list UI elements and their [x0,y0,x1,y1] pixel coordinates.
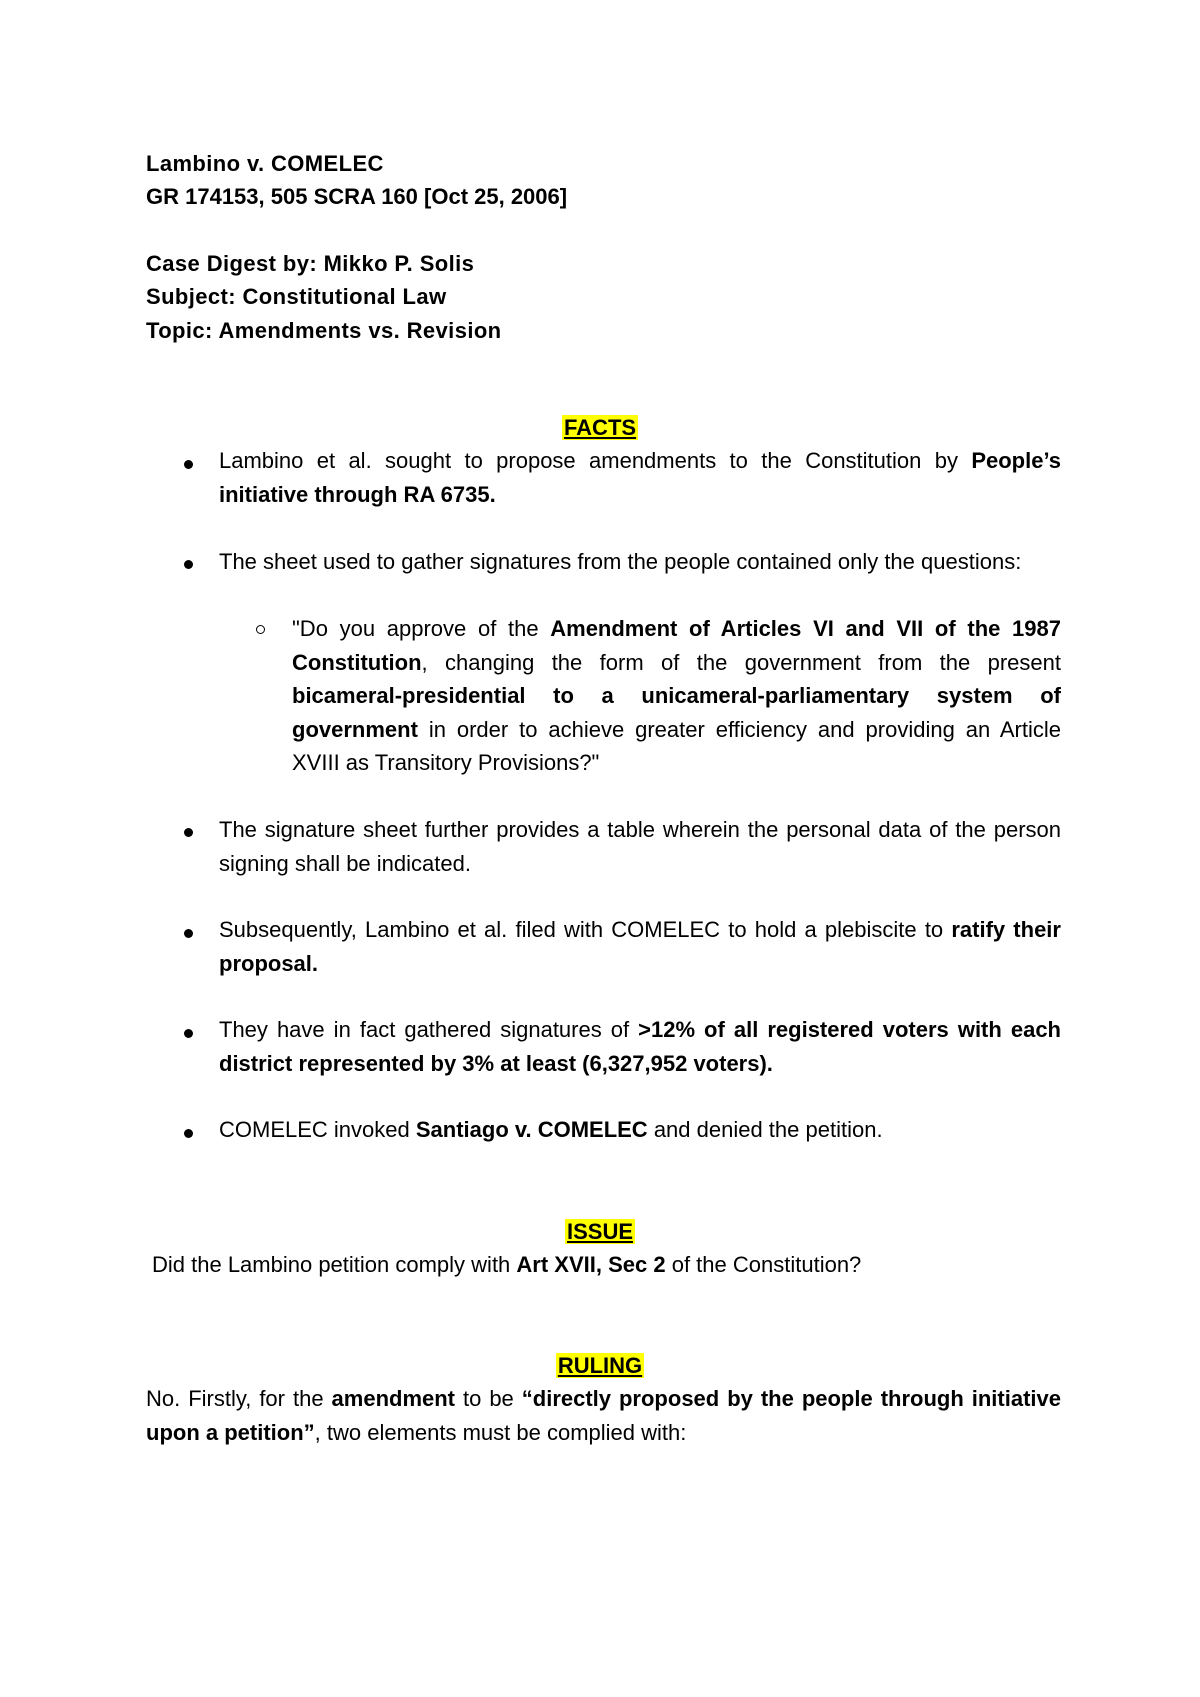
ruling-heading-label: RULING [557,1353,643,1378]
bullet-icon [184,1129,193,1138]
issue-heading [0,1215,1200,1249]
facts-item-2-text: The sheet used to gather signatures from the people contained only the questions: [219,549,1022,574]
ruling-emphasis-2: “directly proposed by the people through initiative upon a petition” [146,1386,1061,1445]
issue-text-1: Did the Lambino petition comply with [152,1252,517,1277]
subject-line: Subject: Constitutional Law [146,284,447,309]
digest-author: Case Digest by: Mikko P. Solis [146,251,475,276]
issue-emphasis: Art XVII, Sec 2 [516,1252,666,1277]
question-text-3: in order to achieve greater efficiency and providing an Article XVIII as Transitory Provisions?" [292,716,1061,775]
case-citation: GR 174153, 505 SCRA 160 [Oct 25, 2006] [146,184,568,209]
facts-item-5-emphasis: >12% of all registered voters with each district represented by 3% at least (6,327,952 voters). [219,1017,1061,1076]
facts-item-5 [219,1013,1061,1080]
issue-text [152,1248,861,1282]
question-text-1: "Do you approve of the [292,616,551,641]
case-title: Lambino v. COMELEC [146,151,384,176]
ruling-heading [0,1349,1200,1383]
facts-item-4-text: Subsequently, Lambino et al. filed with COMELEC to hold a plebiscite to [219,917,952,942]
facts-item-6 [219,1113,1061,1147]
hollow-bullet-icon [256,625,265,634]
question-emphasis-2: bicameral-presidential to a unicameral-parliamentary system of government [292,683,1061,742]
facts-heading-label: FACTS [563,415,637,440]
facts-item-4 [219,913,1061,980]
facts-item-3-text: The signature sheet further provides a table wherein the personal data of the person signing shall be indicated. [219,817,1061,876]
ruling-text-1: No. Firstly, for the [146,1386,332,1411]
facts-item-6-emphasis: Santiago v. COMELEC [415,1117,648,1142]
ruling-emphasis-1: amendment [331,1386,456,1411]
issue-text-2: of the Constitution? [665,1252,862,1277]
facts-item-5-text: They have in fact gathered signatures of [219,1017,639,1042]
topic-line: Topic: Amendments vs. Revision [146,318,502,343]
facts-item-3 [219,813,1061,880]
ruling-text-2: to be [455,1386,522,1411]
question-text-2: , changing the form of the government from the present [421,649,1061,675]
bullet-icon [184,929,193,938]
ruling-text-3: , two elements must be complied with: [314,1419,687,1445]
bullet-icon [184,1029,193,1038]
question-emphasis-1: Amendment of Articles VI and VII of the 1987 Constitution [292,616,1061,675]
facts-item-1 [219,444,1061,511]
facts-item-6-text: COMELEC invoked [219,1117,416,1142]
bullet-icon [184,828,193,837]
facts-item-1-text: Lambino et al. sought to propose amendments to the Constitution by [219,448,972,473]
bullet-icon [184,460,193,469]
bullet-icon [184,560,193,569]
facts-item-4-emphasis: ratify their proposal. [219,917,1061,976]
ruling-text [146,1382,1061,1449]
issue-heading-label: ISSUE [566,1219,634,1244]
facts-heading [0,411,1200,445]
facts-item-6-text-end: and denied the petition. [647,1117,883,1142]
facts-item-2 [219,545,1061,579]
facts-subitem-question [292,612,1061,780]
facts-item-1-emphasis: People’s initiative through RA 6735. [219,448,1061,507]
